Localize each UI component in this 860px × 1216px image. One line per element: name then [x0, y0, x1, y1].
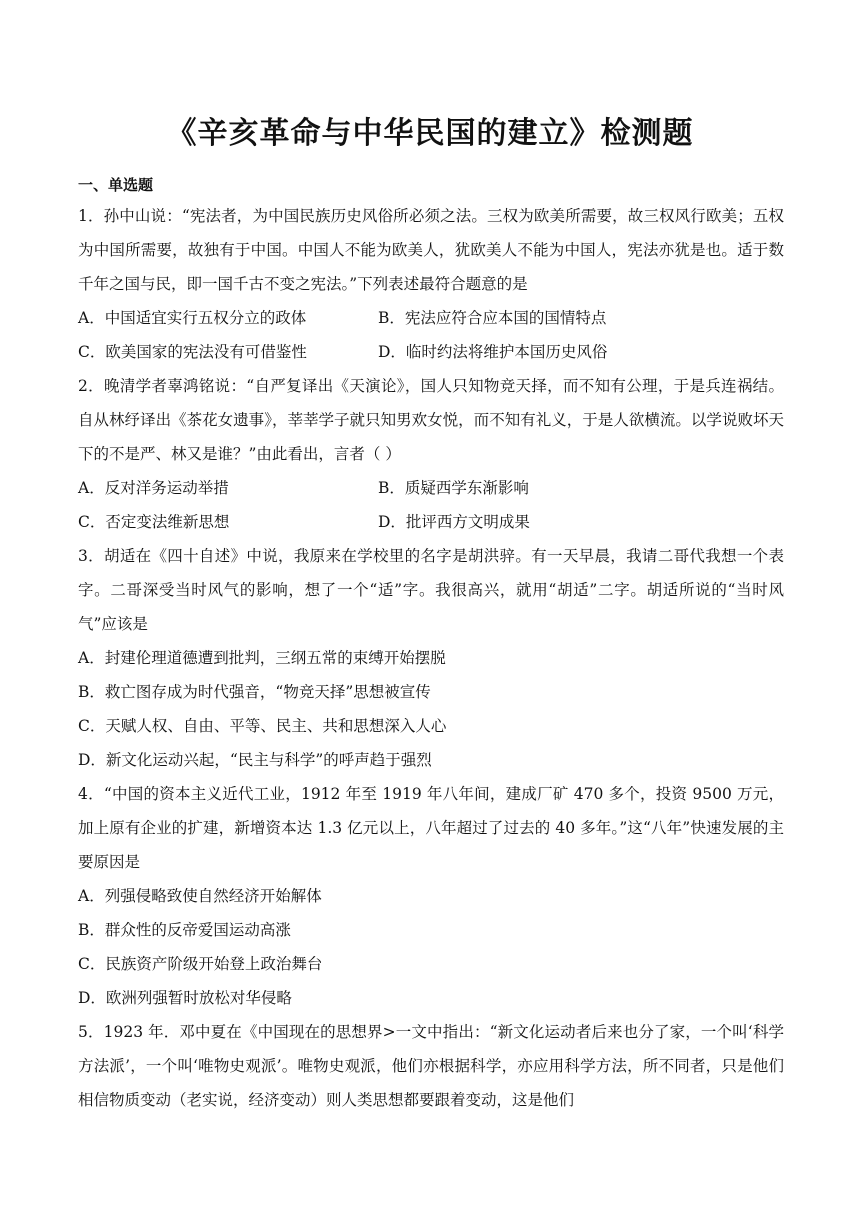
question-1-option-a: A．中国适宜实行五权分立的政体	[78, 309, 307, 327]
question-3-option-b: B．救亡图存成为时代强音，“物竞天择”思想被宣传	[78, 683, 431, 701]
question-2-option-d: D．批评西方文明成果	[378, 513, 530, 531]
question-4-option-c: C．民族资产阶级开始登上政治舞台	[78, 955, 323, 973]
question-1-options-row-2	[78, 335, 784, 369]
question-3-option-c: C．天赋人权、自由、平等、民主、共和思想深入人心	[78, 717, 447, 735]
question-2-option-b: B．质疑西学东渐影响	[378, 479, 529, 497]
question-2-option-c: C．否定变法维新思想	[78, 513, 230, 531]
section-heading: 一、单选题	[78, 176, 154, 194]
question-2-options-row-1	[78, 471, 784, 505]
question-4-option-a: A．列强侵略致使自然经济开始解体	[78, 887, 322, 905]
question-4-option-b: B．群众性的反帝爱国运动高涨	[78, 921, 291, 939]
document-title: 《辛亥革命与中华民国的建立》检测题	[166, 116, 694, 151]
question-list	[78, 199, 784, 1117]
question-4-stem: 4．“中国的资本主义近代工业，1912 年至 1919 年八年间，建成厂矿 470 多个，投资 9500 万元，加上原有企业的扩建，新增资本达 1.3 亿元以上，八年超过了过去的 40 多年。”这“八年”快速发展的主要原因是	[78, 785, 784, 871]
question-3-option-d: D．新文化运动兴起，“民主与科学”的呼声趋于强烈	[78, 751, 432, 769]
question-1-options-row-1	[78, 301, 784, 335]
question-1-option-b: B．宪法应符合应本国的国情特点	[378, 309, 607, 327]
question-2-stem: 2．晚清学者辜鸿铭说：“自严复译出《天演论》，国人只知物竞天择，而不知有公理，于是兵连祸结。自从林纾译出《茶花女遗事》，莘莘学子就只知男欢女悦，而不知有礼义，于是人欲横流。以学说败坏天下的不是严、林又是谁？”由此看出，言者（ ）	[78, 377, 784, 463]
question-3-stem: 3．胡适在《四十自述》中说，我原来在学校里的名字是胡洪骍。有一天早晨，我请二哥代我想一个表字。二哥深受当时风气的影响，想了一个“适”字。我很高兴，就用“胡适”二字。胡适所说的“当时风气”应该是	[78, 547, 784, 633]
question-1-option-d: D．临时约法将维护本国历史风俗	[378, 343, 608, 361]
question-2-option-a: A．反对洋务运动举措	[78, 479, 229, 497]
question-3-option-a: A．封建伦理道德遭到批判，三纲五常的束缚开始摆脱	[78, 649, 446, 667]
question-2-options-row-2	[78, 505, 784, 539]
question-5-stem: 5．1923 年．邓中夏在《中国现在的思想界>一文中指出：“新文化运动者后来也分了家，一个叫‘科学方法派’，一个叫‘唯物史观派’。唯物史观派，他们亦根据科学，亦应用科学方法，所不同者，只是他们相信物质变动（老实说，经济变动）则人类思想都要跟着变动，这是他们	[78, 1023, 784, 1109]
question-4-option-d: D．欧洲列强暂时放松对华侵略	[78, 989, 292, 1007]
question-1-stem: 1．孙中山说：“宪法者，为中国民族历史风俗所必须之法。三权为欧美所需要，故三权风行欧美；五权为中国所需要，故独有于中国。中国人不能为欧美人，犹欧美人不能为中国人，宪法亦犹是也。适于数千年之国与民，即一国千古不变之宪法。”下列表述最符合题意的是	[78, 207, 784, 293]
question-1-option-c: C．欧美国家的宪法没有可借鉴性	[78, 343, 307, 361]
